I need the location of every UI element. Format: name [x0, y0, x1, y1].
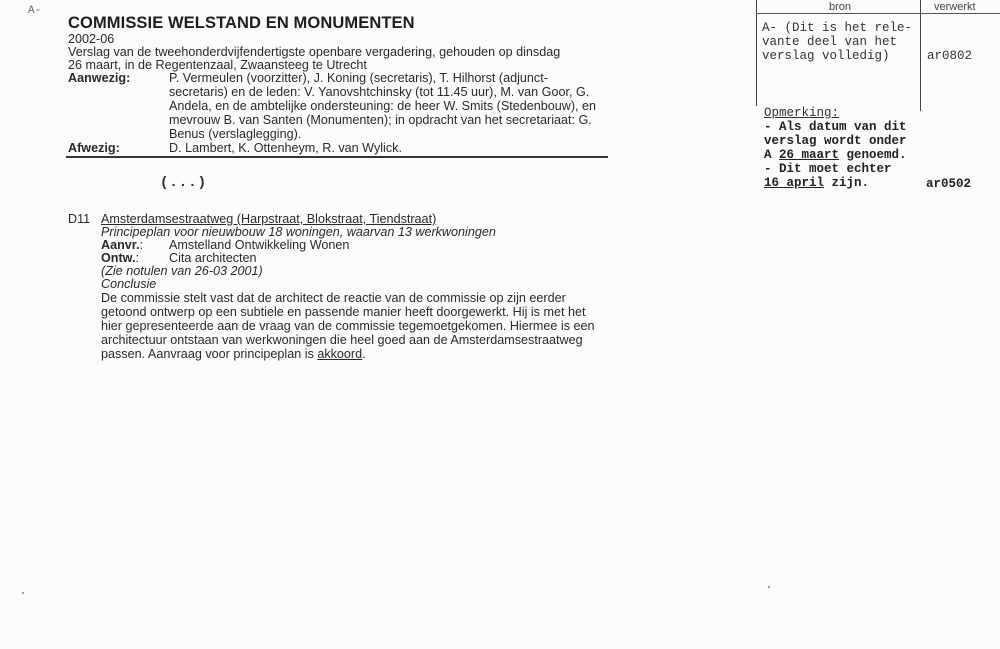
column-bron: bron — [829, 1, 852, 13]
intro-line: 26 maart, in de Regentenzaal, Zwaansteeg te Utrecht — [68, 58, 367, 72]
processed-code: ar0802 — [927, 49, 973, 63]
present-line: secretaris) en de leden: V. Yanovshtchinsky (tot 11.45 uur), M. van Goor, G. — [169, 85, 590, 99]
minutes-reference: (Zie notulen van 26-03 2001) — [101, 264, 263, 278]
document-number: 2002-06 — [68, 32, 115, 46]
remark-line: verslag wordt onder — [764, 134, 907, 148]
remark-line: - Als datum van dit — [764, 120, 907, 134]
remark-text: genoemd. — [839, 148, 907, 162]
present-line: mevrouw B. van Santen (Monumenten); in opdracht van het secretariaat: G. — [169, 113, 592, 127]
remark-text: A — [764, 148, 780, 162]
conclusion-label: Conclusie — [101, 277, 157, 291]
source-note-line: A- (Dit is het rele- — [762, 21, 913, 35]
absent-text: D. Lambert, K. Ottenheym, R. van Wylick. — [169, 141, 402, 155]
ellipsis: (...) — [160, 175, 208, 191]
item-heading: Amsterdamsestraatweg (Harpstraat, Blokstraat, Tiendstraat) — [101, 212, 437, 226]
remark-heading: Opmerking: — [764, 106, 840, 120]
applicant-value: Amstelland Ontwikkeling Wonen — [169, 238, 350, 252]
designer-value: Cita architecten — [169, 251, 257, 265]
header-rule-bold — [380, 157, 608, 159]
scan-speck — [768, 586, 770, 588]
conclusion-line: architectuur ontstaan van werkwoningen die heel goed aan de Amsterdamsestraatweg — [101, 333, 583, 347]
present-line: Andela, en de ambtelijke ondersteuning: de heer W. Smits (Stedenbouw), en — [169, 99, 597, 113]
panel-left-border — [756, 0, 757, 106]
present-label: Aanwezig: — [68, 71, 131, 85]
conclusion-text: passen. Aanvraag voor principeplan is — [101, 347, 318, 361]
remark-code: ar0502 — [926, 177, 972, 191]
verdict: akkoord — [317, 347, 363, 361]
remark-line — [764, 177, 869, 190]
source-note-line: verslag volledig) — [762, 49, 890, 63]
present-line: Benus (verslaglegging). — [169, 127, 302, 141]
panel-column-divider — [920, 0, 921, 111]
document-title: COMMISSIE WELSTAND EN MONUMENTEN — [68, 14, 415, 32]
scan-speck — [22, 592, 24, 594]
item-code: D11 — [68, 212, 91, 226]
conclusion-line: getoond ontwerp op een subtiele en passende manier heeft doorgewerkt. Hij is met het — [101, 305, 586, 319]
conclusion-line: hier gepresenteerde aan de vraag van de commissie tegemoetgekomen. Hiermee is een — [101, 319, 595, 333]
remark-line: - Dit moet echter — [764, 162, 892, 176]
conclusion-line: De commissie stelt vast dat de architect de reactie van de commissie op zijn eerder — [101, 291, 566, 305]
designer-label: Ontw. — [101, 251, 136, 265]
designer-colon: : — [135, 251, 140, 265]
column-verwerkt: verwerkt — [934, 1, 976, 13]
source-note-line: vante deel van het — [762, 35, 898, 49]
present-line: P. Vermeulen (voorzitter), J. Koning (secretaris), T. Hilhorst (adjunct- — [169, 71, 548, 85]
remark-line — [764, 149, 907, 162]
panel-header-rule — [756, 13, 1000, 14]
item-subtitle: Principeplan voor nieuwbouw 18 woningen, waarvan 13 werkwoningen — [101, 225, 496, 239]
remark-date: 26 maart — [779, 148, 840, 162]
margin-mark: A- — [28, 5, 42, 17]
applicant-label: Aanvr. — [101, 238, 140, 252]
remark-date: 16 april — [764, 176, 825, 190]
absent-label: Afwezig: — [68, 141, 120, 155]
remark-text: zijn. — [824, 176, 870, 190]
conclusion-period: . — [362, 347, 366, 361]
applicant-colon: : — [139, 238, 144, 252]
intro-line: Verslag van de tweehonderdvijfendertigste openbare vergadering, gehouden op dinsdag — [68, 45, 561, 59]
conclusion-last-line — [101, 348, 366, 361]
